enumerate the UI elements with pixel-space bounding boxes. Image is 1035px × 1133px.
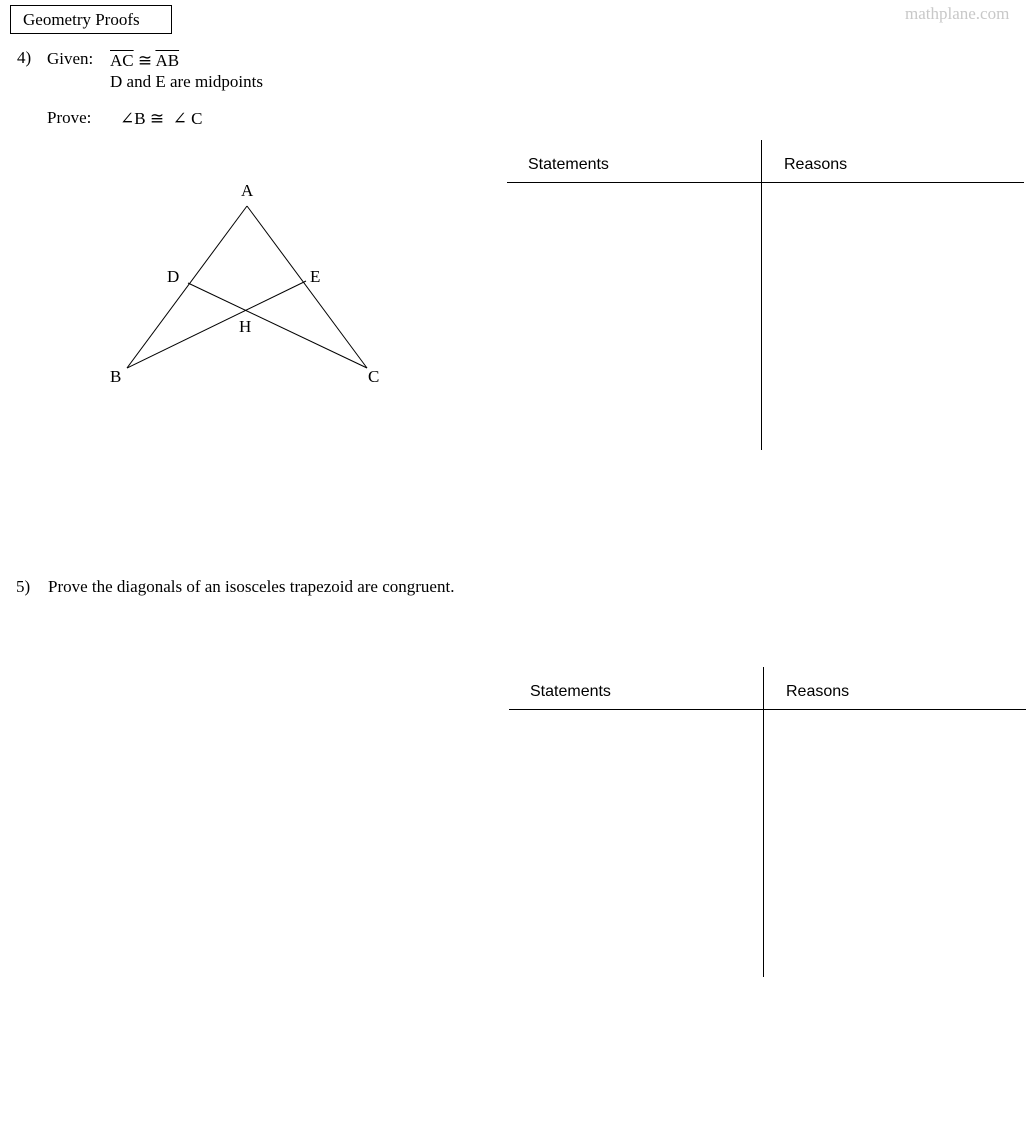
t-chart-vertical-rule xyxy=(763,667,764,977)
point-label-h: H xyxy=(239,317,252,336)
statements-header: Statements xyxy=(530,683,611,700)
reasons-header: Reasons xyxy=(784,156,848,173)
prove-statement xyxy=(120,109,202,129)
vertex-label-b: B xyxy=(110,367,122,386)
prove-label: Prove: xyxy=(47,108,92,127)
angle-b-label: B xyxy=(134,109,146,128)
t-chart-horizontal-rule xyxy=(509,709,1026,710)
point-label-e: E xyxy=(310,267,321,286)
t-chart-vertical-rule xyxy=(761,140,762,450)
side-ac xyxy=(247,206,367,368)
problem-5-number: 5) xyxy=(16,577,31,596)
vertex-label-c: C xyxy=(368,367,380,386)
segment-ac: $\overline{AC}$ xyxy=(110,51,134,70)
side-ab xyxy=(127,206,247,368)
worksheet-title: Geometry Proofs xyxy=(10,5,172,34)
angle-icon: ∠ xyxy=(120,109,135,128)
given-statement xyxy=(110,51,179,71)
problem-4-number: 4) xyxy=(17,48,32,67)
given-label: Given: xyxy=(47,49,94,68)
angle-c-label: C xyxy=(191,109,203,128)
t-chart-horizontal-rule xyxy=(507,182,1024,183)
triangle-figure xyxy=(100,175,400,390)
angle-icon: ∠ xyxy=(172,109,187,128)
reasons-header: Reasons xyxy=(786,683,850,700)
vertex-label-a: A xyxy=(241,181,254,200)
segment-ab: $\overline{AB}$ xyxy=(155,51,180,70)
segment-eb xyxy=(127,281,306,368)
given-midpoints: D and E are midpoints xyxy=(110,72,263,91)
congruent-symbol: ≅ xyxy=(149,109,165,128)
point-label-d: D xyxy=(167,267,180,286)
watermark: mathplane.com xyxy=(905,4,1010,23)
congruent-symbol: ≅ xyxy=(137,51,153,70)
statements-header: Statements xyxy=(528,156,609,173)
problem-5-text: Prove the diagonals of an isosceles trapezoid are congruent. xyxy=(48,577,455,596)
